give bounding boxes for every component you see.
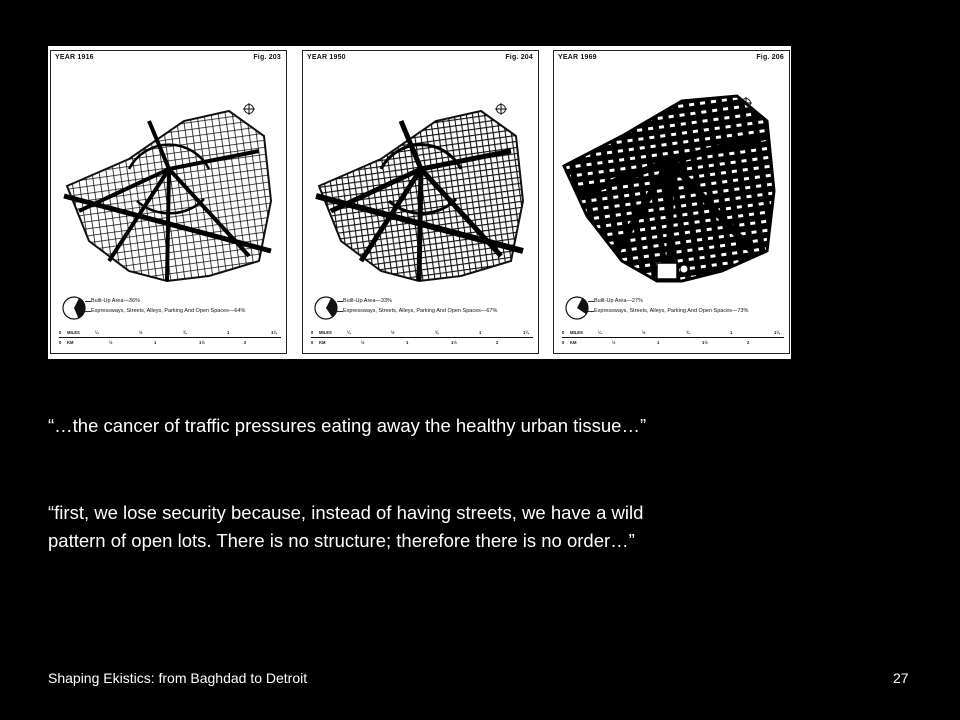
scale-miles-tick: ¾ — [435, 330, 439, 335]
scale-line — [59, 337, 281, 338]
scale-km-label: KM — [570, 340, 577, 345]
scale-zero-miles: 0 — [59, 330, 62, 335]
scale-miles-label: MILES — [570, 330, 583, 335]
legend-open-space: Expressways, Streets, Alleys, Parking And Open Spaces—67% — [343, 308, 498, 314]
quote-traffic-cancer: “…the cancer of traffic pressures eating away the healthy urban tissue…” — [48, 415, 647, 436]
panel-year-label: YEAR 1916 — [55, 54, 94, 61]
built-up-pie-chart — [313, 295, 339, 321]
built-up-pie-chart — [61, 295, 87, 321]
footer-title: Shaping Ekistics: from Baghdad to Detroit — [48, 670, 308, 686]
scale-miles-tick: ¼ — [598, 330, 602, 335]
scale-miles-tick: ¾ — [183, 330, 187, 335]
scale-miles-tick: 1 — [227, 330, 230, 335]
scale-miles-label: MILES — [67, 330, 80, 335]
scale-km-label: KM — [67, 340, 74, 345]
legend-open-space: Expressways, Streets, Alleys, Parking And Open Spaces—64% — [91, 308, 246, 314]
scale-zero-km: 0 — [311, 340, 314, 345]
scale-km-tick: 2 — [496, 340, 499, 345]
scale-line — [562, 337, 784, 338]
scale-miles-tick: ½ — [391, 330, 395, 335]
scale-bar — [311, 327, 535, 349]
built-up-pie-chart — [564, 295, 590, 321]
scale-miles-tick: 1¼ — [774, 330, 780, 335]
panel-year-label: YEAR 1969 — [558, 54, 597, 61]
map-panel-1969 — [553, 50, 790, 354]
quote-security-line-2: pattern of open lots. There is no structure; therefore there is no order…” — [48, 530, 635, 551]
legend-open-space: Expressways, Streets, Alleys, Parking And Open Spaces—73% — [594, 308, 749, 314]
scale-km-tick: 2 — [244, 340, 247, 345]
scale-km-tick: ½ — [109, 340, 113, 345]
scale-zero-miles: 0 — [311, 330, 314, 335]
scale-line — [311, 337, 533, 338]
scale-miles-tick: ¼ — [95, 330, 99, 335]
scale-zero-km: 0 — [562, 340, 565, 345]
scale-miles-label: MILES — [319, 330, 332, 335]
panel-year-label: YEAR 1950 — [307, 54, 346, 61]
city-street-map-1969 — [562, 91, 782, 291]
quote-security-line-1: “first, we lose security because, instead of having streets, we have a wild — [48, 502, 644, 523]
scale-km-tick: 1½ — [199, 340, 205, 345]
city-street-map-1950 — [311, 91, 531, 291]
scale-bar — [59, 327, 283, 349]
scale-bar — [562, 327, 786, 349]
scale-km-tick: 1 — [406, 340, 409, 345]
scale-miles-tick: 1¼ — [523, 330, 529, 335]
scale-km-tick: ½ — [612, 340, 616, 345]
map-figure-strip — [48, 46, 791, 359]
scale-km-tick: ½ — [361, 340, 365, 345]
scale-miles-tick: ½ — [642, 330, 646, 335]
scale-km-tick: 2 — [747, 340, 750, 345]
scale-miles-tick: 1 — [479, 330, 482, 335]
scale-km-tick: 1 — [657, 340, 660, 345]
scale-zero-km: 0 — [59, 340, 62, 345]
scale-km-tick: 1 — [154, 340, 157, 345]
scale-miles-tick: 1 — [730, 330, 733, 335]
panel-fig-label: Fig. 206 — [756, 54, 784, 61]
scale-zero-miles: 0 — [562, 330, 565, 335]
map-panel-1950 — [302, 50, 539, 354]
scale-km-label: KM — [319, 340, 326, 345]
scale-miles-tick: ¾ — [686, 330, 690, 335]
panel-fig-label: Fig. 204 — [505, 54, 533, 61]
legend-built-up: Built-Up Area—36% — [91, 298, 140, 304]
scale-miles-tick: ¼ — [347, 330, 351, 335]
map-panel-1916 — [50, 50, 287, 354]
legend-built-up: Built-Up Area—27% — [594, 298, 643, 304]
scale-miles-tick: 1¼ — [271, 330, 277, 335]
city-street-map-1916 — [59, 91, 279, 291]
legend-built-up: Built-Up Area—33% — [343, 298, 392, 304]
slide-number: 27 — [893, 670, 909, 686]
panel-fig-label: Fig. 203 — [253, 54, 281, 61]
scale-km-tick: 1½ — [451, 340, 457, 345]
scale-miles-tick: ½ — [139, 330, 143, 335]
scale-km-tick: 1½ — [702, 340, 708, 345]
